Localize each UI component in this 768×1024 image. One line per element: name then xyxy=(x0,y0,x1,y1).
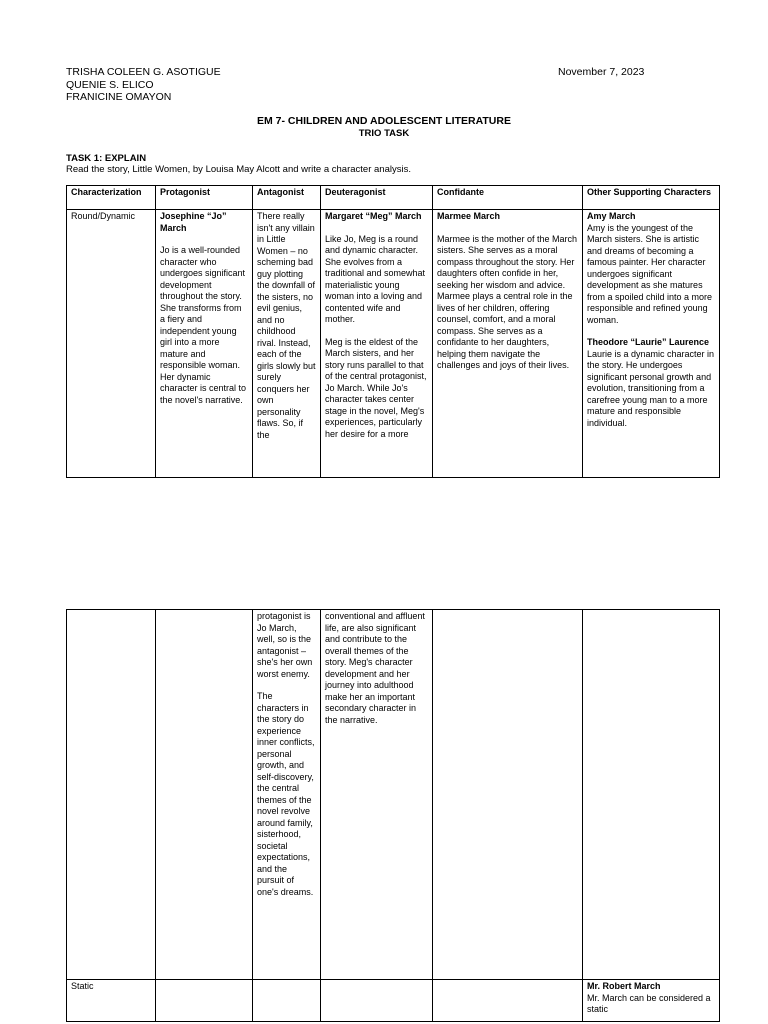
character-name: Josephine “Jo” March xyxy=(160,211,227,233)
table-header-row xyxy=(67,186,720,210)
author-name: FRANICINE OMAYON xyxy=(66,91,172,103)
task-instruction: Read the story, Little Women, by Louisa May Alcott and write a character analysis. xyxy=(66,164,411,175)
character-description: conventional and affluent life, are also significant and contribute to the overall themes of the story. Meg's character development and her journey into adulthood make her an important secondary character in the narrative. xyxy=(325,611,425,725)
character-description: Meg is the eldest of the March sisters, and her story runs parallel to that of the central protagonist, Jo March. While Jo's character takes center stage in the novel, Meg's experiences, particularly her desire for a more xyxy=(325,336,427,439)
course-title: EM 7- CHILDREN AND ADOLESCENT LITERATURE xyxy=(257,115,511,127)
deuteragonist-cell xyxy=(321,210,433,478)
row-label: Round/Dynamic xyxy=(67,210,156,478)
antagonist-cell xyxy=(253,210,321,478)
character-description: Like Jo, Meg is a round and dynamic character. She evolves from a traditional and somewhat materialistic young woman into a loving and contented wife and mother. xyxy=(325,233,426,324)
character-analysis-table xyxy=(66,185,720,478)
table-row xyxy=(67,610,720,980)
antagonist-cell xyxy=(253,980,321,1022)
character-description: protagonist is Jo March, well, so is the antagonist – she's her own worst enemy. xyxy=(257,611,313,679)
task-subtitle: TRIO TASK xyxy=(358,128,410,139)
deuteragonist-cell xyxy=(321,980,433,1022)
table-row xyxy=(67,210,720,478)
column-header: Other Supporting Characters xyxy=(583,186,720,210)
other-characters-cell xyxy=(583,980,720,1022)
confidante-cell xyxy=(433,610,583,980)
character-name: Theodore “Laurie” Laurence xyxy=(587,337,710,347)
other-characters-cell xyxy=(583,610,720,980)
column-header: Confidante xyxy=(433,186,583,210)
other-characters-cell xyxy=(583,210,720,478)
character-description: Jo is a well-rounded character who undergoes significant development throughout the story. She transforms from a fiery and independent young girl into a more mature and responsible woman. Her dynamic character is central to the novel's narrative. xyxy=(160,245,247,405)
column-header: Antagonist xyxy=(253,186,321,210)
antagonist-cell xyxy=(253,610,321,980)
row-label xyxy=(67,610,156,980)
protagonist-cell xyxy=(156,980,253,1022)
character-description: There really isn't any villain in Little Women – no scheming bad guy plotting the downfall of the sisters, no evil genius, and no childhood rival. Instead, each of the girls slowly but surely conquers her own personality flaws. So, if the xyxy=(257,211,316,440)
confidante-cell xyxy=(433,980,583,1022)
author-name: QUENIE S. ELICO xyxy=(66,78,154,91)
confidante-cell xyxy=(433,210,583,478)
character-name: Amy March xyxy=(587,211,636,221)
table-row xyxy=(67,980,720,1022)
character-description: Amy is the youngest of the March sisters. She is artistic and dreams of becoming a famous painter. Her character undergoes significant development as she matures from a spoiled child into a more responsible and refined young woman. xyxy=(587,222,713,325)
character-description: Laurie is a dynamic character in the story. He undergoes significant personal growth and evolution, transitioning from a carefree young man to a more mature and responsible individual. xyxy=(587,348,715,428)
document-date: November 7, 2023 xyxy=(558,66,645,78)
character-name: Mr. Robert March xyxy=(587,981,661,991)
column-header: Deuteragonist xyxy=(321,186,433,210)
character-analysis-table-continued xyxy=(66,609,720,1022)
author-name: TRISHA COLEEN G. ASOTIGUE xyxy=(66,66,221,78)
column-header: Protagonist xyxy=(156,186,253,210)
row-label: Static xyxy=(67,980,156,1022)
deuteragonist-cell xyxy=(321,610,433,980)
character-name: Marmee March xyxy=(437,211,501,221)
character-description: Mr. March can be considered a static xyxy=(587,992,711,1014)
protagonist-cell xyxy=(156,210,253,478)
character-description: The characters in the story do experience inner conflicts, personal growth, and self-discovery, the central themes of the novel revolve around family, sisterhood, societal expectations, and the pursuit of one's dreams. xyxy=(257,691,315,897)
character-description: Marmee is the mother of the March sisters. She serves as a moral compass throughout the story. Her daughters often confide in her, seeking her wisdom and advice. Marmee plays a central role in the lives of her children, offering counsel, comfort, and a moral compass. She serves as a confidante to her daughters, helping them navigate the challenges and joys of their lives. xyxy=(437,233,578,370)
character-name: Margaret “Meg” March xyxy=(325,211,422,221)
column-header: Characterization xyxy=(67,186,156,210)
author-list xyxy=(66,66,221,104)
task-heading: TASK 1: EXPLAIN xyxy=(66,153,147,164)
protagonist-cell xyxy=(156,610,253,980)
